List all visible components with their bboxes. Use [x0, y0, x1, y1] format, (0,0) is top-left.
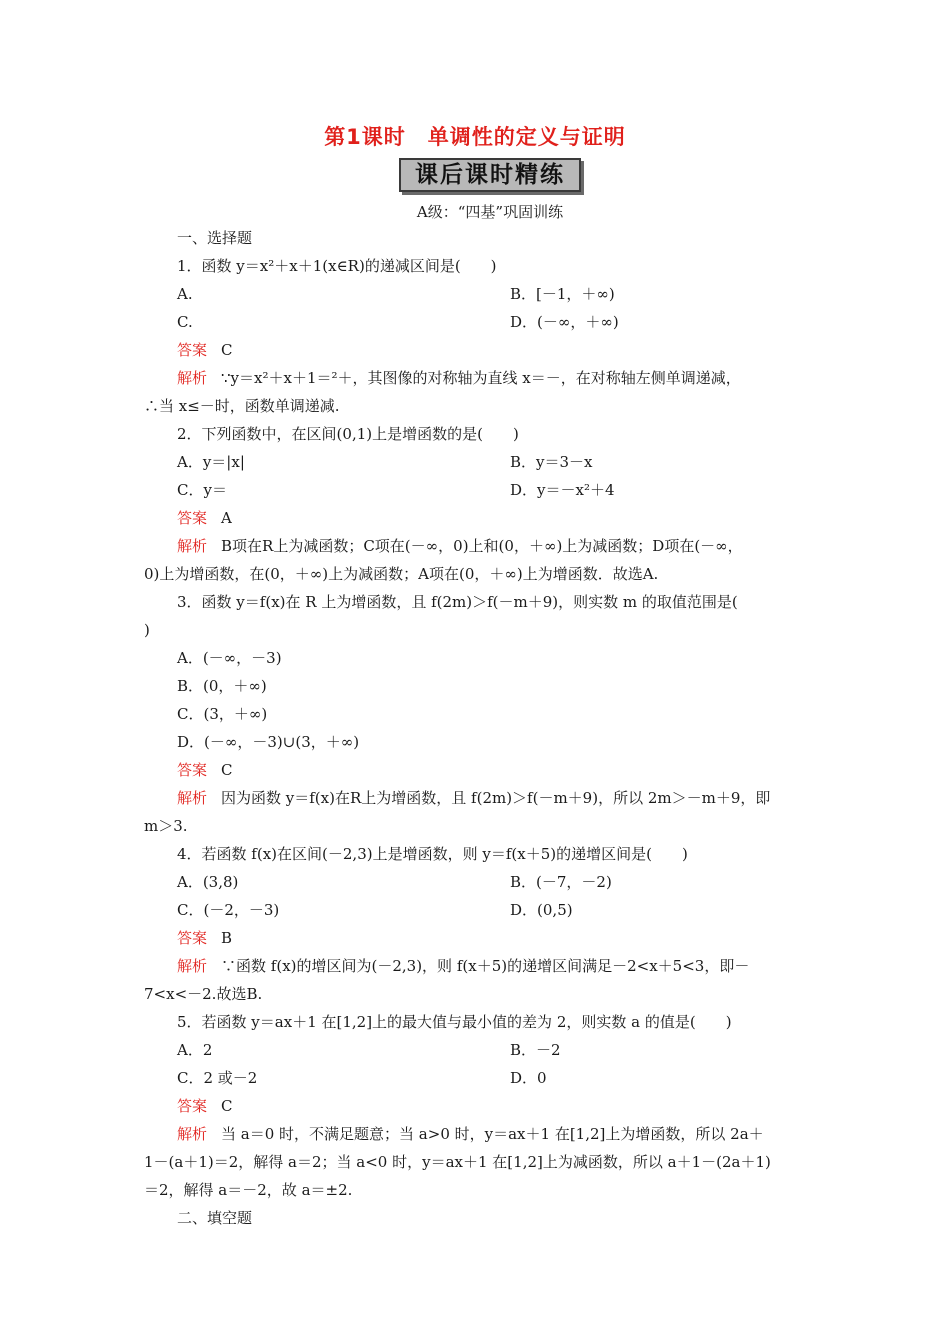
- analysis-text: 因为函数 y＝f(x)在R上为增函数，且 f(2m)＞f(－m＋9)，所以 2m＞－m＋9，即: [221, 789, 771, 807]
- answer-label: 答案: [177, 761, 208, 779]
- answer-value: A: [221, 509, 232, 527]
- q5-analysis-line-1: [177, 1124, 764, 1144]
- q2-analysis-line-1: [177, 536, 743, 556]
- answer-value: C: [221, 1097, 233, 1115]
- q3-option-c: C．(3，＋∞): [177, 705, 268, 723]
- analysis-label: 解析: [177, 1125, 208, 1143]
- answer-label: 答案: [177, 341, 208, 359]
- answer-value: C: [221, 761, 233, 779]
- q3-answer: [177, 760, 233, 780]
- q4-analysis-line-2: 7<x<－2.故选B.: [144, 985, 263, 1003]
- q2-option-a: A．y＝|x|: [177, 453, 245, 471]
- q5-option-a: A．2: [177, 1041, 213, 1059]
- q4-analysis-line-1: [177, 956, 749, 976]
- q5-option-d: D．0: [510, 1069, 547, 1087]
- practice-banner-label: 课后课时精练: [415, 162, 565, 188]
- q1-analysis-line-2: ∴当 x≤－时，函数单调递减.: [144, 397, 340, 415]
- level-heading: A级：“四基”巩固训练: [416, 203, 564, 221]
- q2-answer: [177, 508, 232, 528]
- q2-option-b: B．y＝3－x: [510, 453, 593, 471]
- answer-label: 答案: [177, 1097, 208, 1115]
- q5-option-c: C．2 或－2: [177, 1069, 258, 1087]
- q3-stem-line-2: ): [144, 621, 150, 639]
- answer-value: B: [221, 929, 233, 947]
- q4-option-a: A．(3,8): [177, 873, 239, 891]
- analysis-label: 解析: [177, 789, 208, 807]
- q1-analysis-line-1: [177, 368, 741, 388]
- answer-value: C: [221, 341, 233, 359]
- q5-analysis-line-2: 1－(a＋1)＝2，解得 a＝2；当 a<0 时，y＝ax＋1 在[1,2]上为减函数，所以 a＋1－(2a＋1): [144, 1153, 771, 1171]
- lesson-title: 第1课时 单调性的定义与证明: [324, 125, 626, 149]
- q5-option-b: B．－2: [510, 1041, 561, 1059]
- analysis-text: 当 a＝0 时，不满足题意；当 a>0 时，y＝ax＋1 在[1,2]上为增函数，所以 2a＋: [221, 1125, 764, 1143]
- analysis-text: ∵y＝x²＋x＋1＝²＋，其图像的对称轴为直线 x＝－，在对称轴左侧单调递减，: [221, 369, 741, 387]
- analysis-text: B项在R上为减函数；C项在(－∞，0)上和(0，＋∞)上为减函数；D项在(－∞，: [221, 537, 743, 555]
- q4-option-b: B．(－7，－2): [510, 873, 612, 891]
- q4-stem: 4．若函数 f(x)在区间(－2,3)上是增函数，则 y＝f(x＋5)的递增区间是( ): [177, 845, 688, 863]
- q1-option-b: B．[－1，＋∞): [510, 285, 615, 303]
- q1-option-c: C.: [177, 313, 193, 331]
- analysis-text: ∵函数 f(x)的增区间为(－2,3)，则 f(x＋5)的递增区间满足－2<x＋5<3，即－: [221, 957, 750, 975]
- q3-stem-line-1: 3．函数 y＝f(x)在 R 上为增函数，且 f(2m)＞f(－m＋9)，则实数 m 的取值范围是(: [177, 593, 738, 611]
- analysis-label: 解析: [177, 369, 208, 387]
- q2-option-d: D．y＝－x²＋4: [510, 481, 615, 499]
- practice-banner: [399, 158, 581, 192]
- q5-answer: [177, 1096, 233, 1116]
- q4-option-d: D．(0,5): [510, 901, 573, 919]
- answer-label: 答案: [177, 929, 208, 947]
- section-fill-heading: 二、填空题: [177, 1209, 253, 1227]
- q3-analysis-line-1: [177, 788, 770, 808]
- q3-option-a: A．(－∞，－3): [177, 649, 282, 667]
- q1-stem: 1．函数 y＝x²＋x＋1(x∈R)的递减区间是( ): [177, 257, 497, 275]
- q1-answer: [177, 340, 233, 360]
- q3-option-b: B．(0，＋∞): [177, 677, 267, 695]
- q4-answer: [177, 928, 232, 948]
- answer-label: 答案: [177, 509, 208, 527]
- q5-analysis-line-3: ＝2，解得 a＝－2，故 a＝±2.: [144, 1181, 353, 1199]
- q3-option-d: D．(－∞，－3)∪(3，＋∞): [177, 733, 360, 751]
- q4-option-c: C．(－2，－3): [177, 901, 280, 919]
- q3-analysis-line-2: m＞3.: [144, 817, 188, 835]
- q1-option-d: D．(－∞，＋∞): [510, 313, 619, 331]
- q5-stem: 5．若函数 y＝ax＋1 在[1,2]上的最大值与最小值的差为 2，则实数 a 的值是( ): [177, 1013, 732, 1031]
- analysis-label: 解析: [177, 537, 208, 555]
- analysis-label: 解析: [177, 957, 208, 975]
- q2-analysis-line-2: 0)上为增函数，在(0，＋∞)上为减函数；A项在(0，＋∞)上为增函数．故选A.: [144, 565, 659, 583]
- q1-option-a: A.: [177, 285, 193, 303]
- q2-stem: 2．下列函数中，在区间(0,1)上是增函数的是( ): [177, 425, 519, 443]
- section-choice-heading: 一、选择题: [177, 229, 253, 247]
- q2-option-c: C．y＝: [177, 481, 227, 499]
